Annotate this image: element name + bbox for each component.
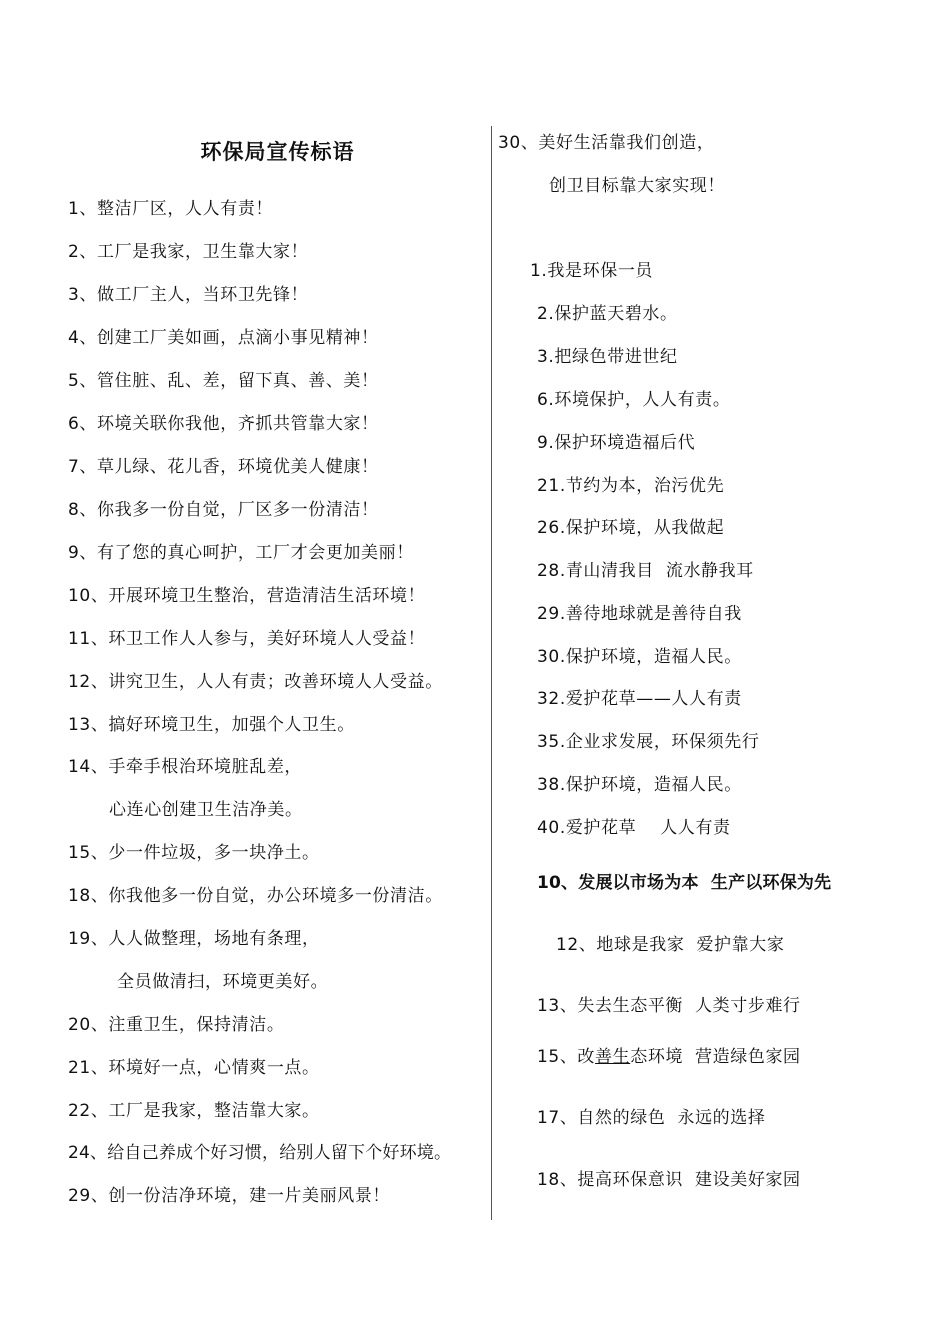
slogan-line: 29、创一份洁净环境，建一片美丽风景！ [68,1186,391,1206]
slogan-line [537,1042,801,1067]
slogan-line: 17、自然的绿色 永远的选择 [537,1108,766,1128]
slogan-line: 9.保护环境造福后代 [537,433,696,453]
underlined-text: 善生 [595,1047,631,1067]
slogan-line: 2、工厂是我家，卫生靠大家！ [68,242,309,262]
slogan-line-continued: 心连心创建卫生洁净美。 [109,800,303,820]
slogan-text: 态环境 营造绿色家园 [630,1047,801,1067]
page-title: 环保局宣传标语 [200,140,355,164]
slogan-line: 21、环境好一点，心情爽一点。 [68,1058,320,1078]
slogan-line: 12、地球是我家 爱护靠大家 [556,935,785,955]
slogan-line: 8、你我多一份自觉，厂区多一份清洁！ [68,500,379,520]
slogan-line: 7、草儿绿、花儿香，环境优美人健康！ [68,457,379,477]
slogan-line: 18、你我他多一份自觉，办公环境多一份清洁。 [68,886,443,906]
slogan-line: 4、创建工厂美如画，点滴小事见精神！ [68,328,379,348]
slogan-line: 18、提高环保意识 建设美好家园 [537,1170,801,1190]
slogan-line: 21.节约为本，治污优先 [537,476,725,496]
slogan-line-bold: 10、发展以市场为本 生产以环保为先 [537,873,832,893]
slogan-line: 32.爱护花草——人人有责 [537,689,742,709]
slogan-line: 1.我是环保一员 [530,261,654,281]
slogan-line: 5、管住脏、乱、差，留下真、善、美！ [68,371,379,391]
slogan-text: 15、改 [537,1047,596,1067]
slogan-line: 30.保护环境，造福人民。 [537,647,742,667]
slogan-line: 12、讲究卫生，人人有责；改善环境人人受益。 [68,672,443,692]
slogan-line: 9、有了您的真心呵护，工厂才会更加美丽！ [68,543,414,563]
slogan-line: 29.善待地球就是善待自我 [537,604,742,624]
slogan-line: 13、失去生态平衡 人类寸步难行 [537,996,801,1016]
slogan-line-continued: 全员做清扫，环境更美好。 [117,972,329,992]
slogan-line: 10、开展环境卫生整治，营造清洁生活环境！ [68,586,426,606]
slogan-line: 2.保护蓝天碧水。 [537,304,678,324]
slogan-line: 19、人人做整理，场地有条理， [68,929,320,949]
slogan-line: 30、美好生活靠我们创造， [498,133,715,153]
slogan-line: 35.企业求发展，环保须先行 [537,732,760,752]
slogan-line-continued: 创卫目标靠大家实现！ [549,176,725,196]
slogan-line: 28.青山清我目 流水静我耳 [537,561,754,581]
slogan-line: 13、搞好环境卫生，加强个人卫生。 [68,715,355,735]
slogan-line: 20、注重卫生，保持清洁。 [68,1015,285,1035]
slogan-line: 22、工厂是我家，整洁靠大家。 [68,1101,320,1121]
slogan-line: 14、手牵手根治环境脏乱差， [68,757,303,777]
slogan-line: 40.爱护花草 人人有责 [537,818,731,838]
slogan-line: 3.把绿色带进世纪 [537,347,678,367]
slogan-line: 38.保护环境，造福人民。 [537,775,742,795]
slogan-line: 6.环境保护，人人有责。 [537,390,731,410]
column-divider [491,126,492,1220]
slogan-line: 15、少一件垃圾，多一块净土。 [68,843,320,863]
slogan-line: 24、给自己养成个好习惯，给别人留下个好环境。 [68,1143,452,1163]
slogan-line: 1、整洁厂区，人人有责！ [68,199,274,219]
slogan-line: 3、做工厂主人，当环卫先锋！ [68,285,309,305]
slogan-line: 11、环卫工作人人参与，美好环境人人受益！ [68,629,426,649]
slogan-line: 26.保护环境，从我做起 [537,518,725,538]
slogan-line: 6、环境关联你我他，齐抓共管靠大家！ [68,414,379,434]
